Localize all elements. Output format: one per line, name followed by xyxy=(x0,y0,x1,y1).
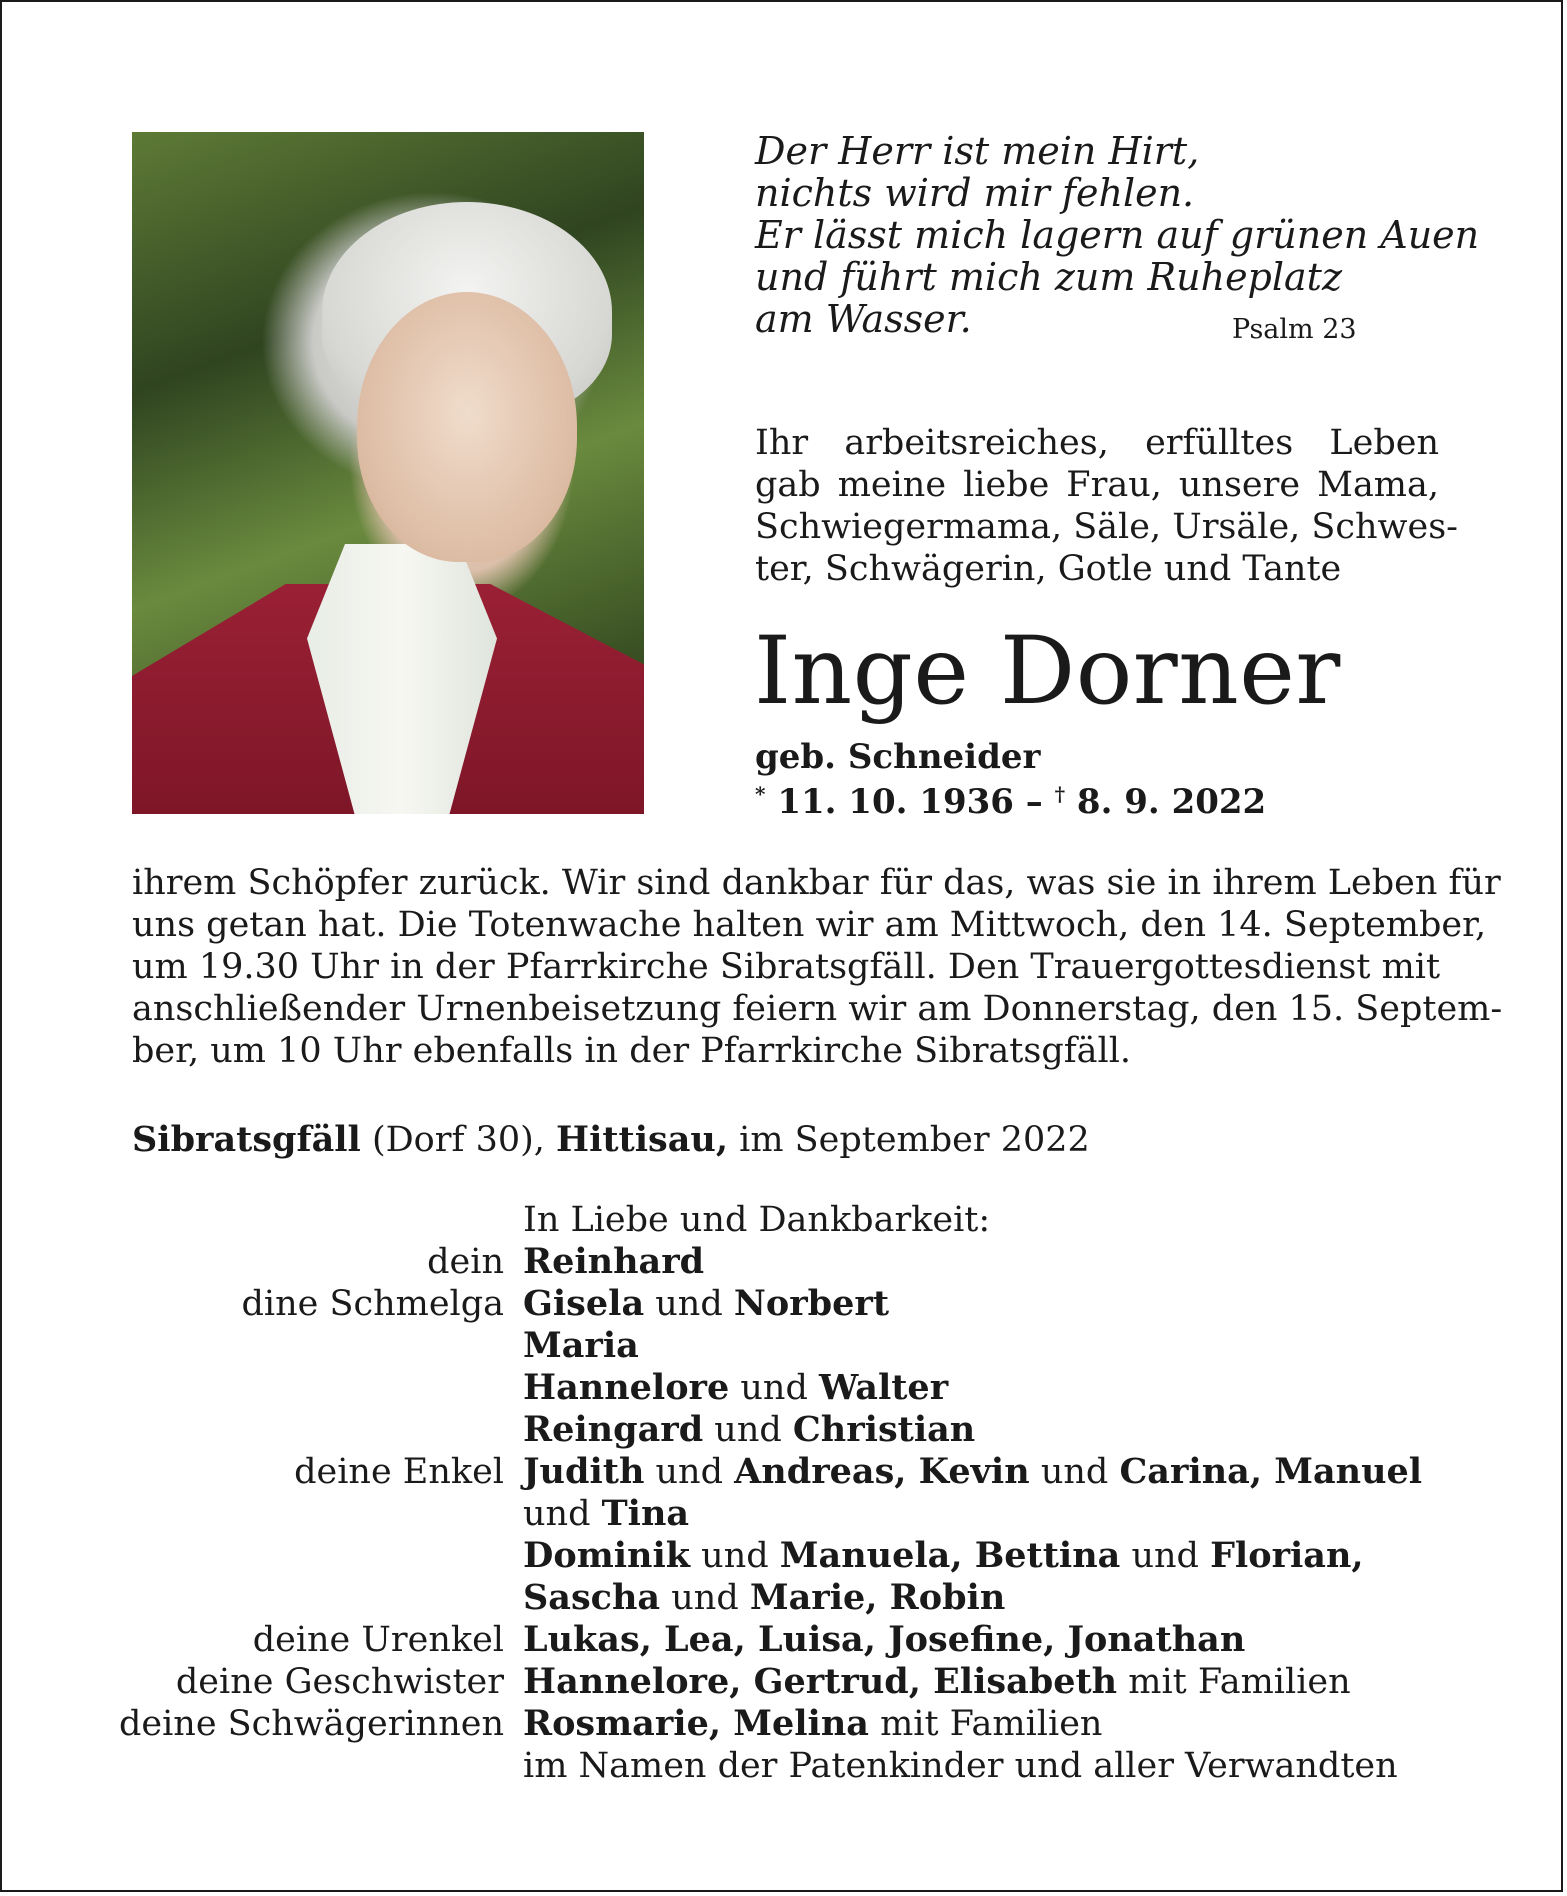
mourner-name: Reinhard xyxy=(523,1241,705,1282)
psalm-reference: Psalm 23 xyxy=(1232,314,1357,345)
body-line: ihrem Schöpfer zurück. Wir sind dankbar für das, was sie in ihrem Leben für xyxy=(132,863,1501,903)
mourner-names xyxy=(523,1409,975,1451)
connector-text: und xyxy=(523,1494,602,1534)
mourner-row xyxy=(2,1493,1567,1535)
death-symbol: † xyxy=(1054,782,1066,806)
psalm-quote xyxy=(755,129,1480,341)
mourner-names xyxy=(523,1619,1245,1661)
connector-text: und xyxy=(644,1452,735,1492)
date-separator: – xyxy=(1013,782,1055,822)
mourner-row xyxy=(2,1241,1567,1283)
intro-text xyxy=(755,422,1458,590)
mourner-name: Judith xyxy=(523,1451,645,1492)
mourner-name: Dominik xyxy=(523,1535,691,1576)
connector-text: und xyxy=(703,1410,793,1450)
mourner-row xyxy=(2,1619,1567,1661)
mourner-row xyxy=(2,1367,1567,1409)
place-date: im September 2022 xyxy=(728,1120,1090,1160)
mourner-names xyxy=(523,1367,948,1409)
body-line: ber, um 10 Uhr ebenfalls in der Pfarrkirche Sibratsgfäll. xyxy=(132,1031,1132,1071)
mourners-list xyxy=(2,1199,1567,1787)
mourner-row xyxy=(2,1703,1567,1745)
mourner-name: Andreas, Kevin xyxy=(734,1451,1030,1492)
intro-line: ter, Schwägerin, Gotle und Tante xyxy=(755,549,1342,589)
psalm-line: nichts wird mir fehlen. xyxy=(755,171,1195,215)
body-line: anschließender Urnenbeisetzung feiern wir am Donnerstag, den 15. Septem- xyxy=(132,989,1503,1029)
connector-text: mit Familien xyxy=(868,1704,1103,1744)
connector-text: und xyxy=(729,1368,820,1408)
mourner-row xyxy=(2,1745,1567,1787)
body-line: uns getan hat. Die Totenwache halten wir am Mittwoch, den 14. September, xyxy=(132,905,1487,945)
relation-label: deine Schwägerinnen xyxy=(118,1704,504,1744)
mourner-name: Rosmarie, Melina xyxy=(523,1703,869,1744)
mourner-name: Carina, Manuel xyxy=(1119,1451,1423,1492)
mourner-names xyxy=(523,1241,704,1283)
mourner-names xyxy=(523,1661,1351,1703)
mourner-name: Manuela, Bettina xyxy=(779,1535,1121,1576)
mourner-names xyxy=(523,1535,1364,1577)
portrait-face xyxy=(357,292,577,562)
connector-text: im Namen der Patenkinder und aller Verwandten xyxy=(523,1746,1398,1786)
mourner-name: Lukas, Lea, Luisa, Josefine, Jonathan xyxy=(523,1619,1246,1660)
birth-symbol: * xyxy=(755,782,766,806)
mourner-name: Walter xyxy=(819,1367,949,1408)
relation-label: deine Enkel xyxy=(294,1452,504,1492)
birth-name: geb. Schneider xyxy=(755,737,1041,777)
mourner-names xyxy=(523,1745,1398,1787)
mourner-name: Hannelore, Gertrud, Elisabeth xyxy=(523,1661,1118,1702)
place-address: (Dorf 30), xyxy=(360,1120,557,1160)
mourner-row xyxy=(2,1535,1567,1577)
psalm-line: am Wasser. xyxy=(755,297,972,341)
mourners-heading: In Liebe und Dankbarkeit: xyxy=(523,1200,991,1240)
mourner-row xyxy=(2,1325,1567,1367)
mourner-row xyxy=(2,1409,1567,1451)
mourner-row xyxy=(2,1451,1567,1493)
mourner-name: Gisela xyxy=(523,1283,645,1324)
mourner-row xyxy=(2,1283,1567,1325)
place-town: Sibratsgfäll xyxy=(132,1119,361,1160)
intro-line: gab meine liebe Frau, unsere Mama, xyxy=(755,465,1439,505)
place-and-date xyxy=(132,1119,1090,1160)
deceased-name: Inge Dorner xyxy=(754,617,1341,726)
mourner-names xyxy=(523,1451,1422,1493)
mourner-names xyxy=(523,1703,1102,1745)
mourner-name: Maria xyxy=(523,1325,639,1366)
mourner-names xyxy=(523,1493,689,1535)
connector-text: mit Familien xyxy=(1117,1662,1351,1702)
mourner-name: Sascha xyxy=(523,1577,661,1618)
mourner-names xyxy=(523,1283,889,1325)
mourner-rows xyxy=(2,1241,1567,1787)
connector-text: und xyxy=(1029,1452,1120,1492)
body-text xyxy=(132,862,1503,1072)
mourner-name: Christian xyxy=(792,1409,976,1450)
mourners-heading-row xyxy=(2,1199,1567,1241)
connector-text: und xyxy=(660,1578,750,1618)
connector-text: und xyxy=(644,1284,734,1324)
mourner-names xyxy=(523,1577,1005,1619)
mourner-name: Florian, xyxy=(1210,1535,1364,1576)
mourner-row xyxy=(2,1661,1567,1703)
place-town: Hittisau, xyxy=(556,1119,729,1160)
mourner-name: Hannelore xyxy=(523,1367,730,1408)
relation-label: dein xyxy=(427,1242,504,1282)
mourner-name: Marie, Robin xyxy=(749,1577,1006,1618)
psalm-line: und führt mich zum Ruheplatz xyxy=(755,255,1342,299)
intro-line: Schwiegermama, Säle, Ursäle, Schwes- xyxy=(755,507,1458,547)
mourner-name: Norbert xyxy=(733,1283,890,1324)
intro-line: Ihr arbeitsreiches, erfülltes Leben xyxy=(755,423,1439,463)
mourner-row xyxy=(2,1577,1567,1619)
relation-label: deine Urenkel xyxy=(252,1620,504,1660)
connector-text: und xyxy=(1120,1536,1211,1576)
relation-label: deine Geschwister xyxy=(175,1662,504,1702)
mourner-names xyxy=(523,1325,639,1367)
body-line: um 19.30 Uhr in der Pfarrkirche Sibratsgfäll. Den Trauergottesdienst mit xyxy=(132,947,1441,987)
connector-text: und xyxy=(690,1536,780,1576)
mourner-name: Reingard xyxy=(523,1409,704,1450)
psalm-line: Er lässt mich lagern auf grünen Auen xyxy=(755,213,1480,257)
birth-date: 11. 10. 1936 xyxy=(777,782,1014,822)
life-dates xyxy=(755,782,1266,822)
psalm-line: Der Herr ist mein Hirt, xyxy=(755,129,1200,173)
portrait-photo xyxy=(132,132,644,814)
death-date: 8. 9. 2022 xyxy=(1076,782,1267,822)
mourner-name: Tina xyxy=(601,1493,690,1534)
relation-label: dine Schmelga xyxy=(241,1284,504,1324)
